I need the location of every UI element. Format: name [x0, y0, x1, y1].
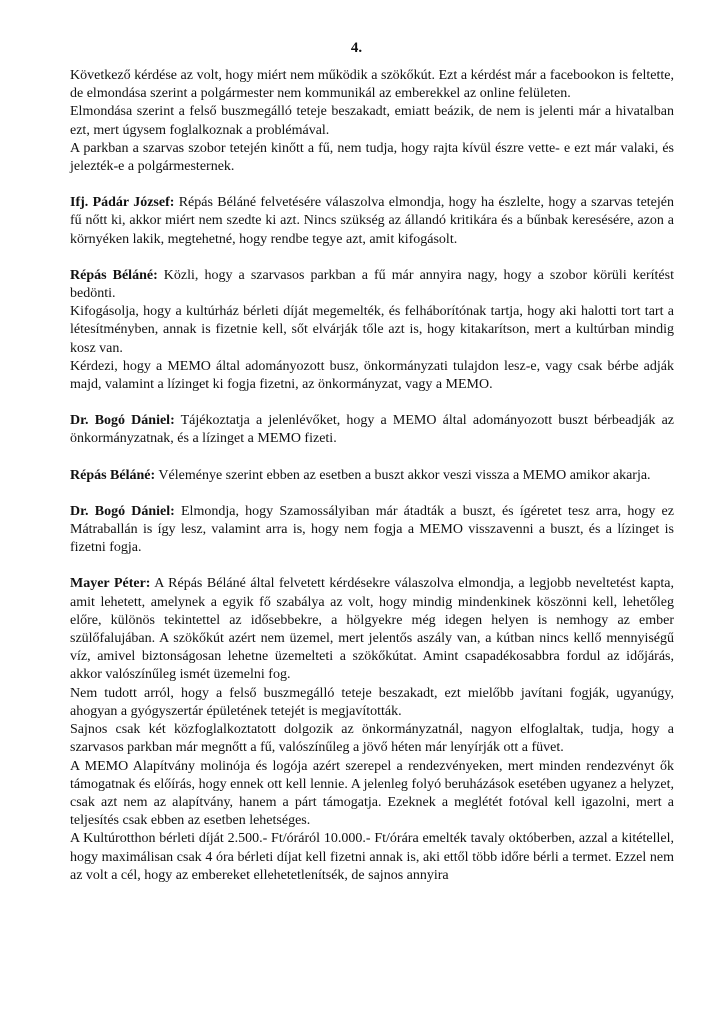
- document-body: [70, 67, 674, 885]
- paragraph-text: A parkban a szarvas szobor tetején kinőtt a fű, nem tudja, hogy rajta kívül észre vette- e ezt már valaki, és jelezték-e a polgármesternek.: [70, 140, 674, 175]
- paragraph-text: A Kultúrotthon bérleti díját 2.500.- Ft/óráról 10.000.- Ft/órára emelték tavaly októberben, azzal a kitétellel, hogy maximálisan csak 4 óra bérleti díjat kell fizetni annak is, aki ettől több időre bérli a termet. Ezzel nem az volt a cél, hogy az embereket ellehetetlenítsék, de sajnos annyira: [70, 831, 674, 883]
- paragraph: [70, 267, 674, 303]
- paragraph: [70, 67, 674, 103]
- page-number: 4.: [350, 40, 363, 56]
- speaker-name: Répás Béláné:: [70, 267, 158, 283]
- paragraph: [70, 830, 674, 885]
- paragraph-text: Elmondja, hogy Szamossályiban már átadták a buszt, és ígéretet tesz arra, hogy ez Mátraballán is így lesz, valamint arra is, hogy nem fogja a MEMO visszavenni a buszt, és a lízinget is fizetni fogja.: [70, 503, 674, 556]
- paragraph: [70, 303, 674, 358]
- paragraph-text: Elmondása szerint a felső buszmegálló teteje beszakadt, emiatt beázik, de nem is jelenti már a hivatalban ezt, mert úgysem foglalkoznak a problémával.: [70, 104, 674, 138]
- paragraph: [70, 103, 674, 139]
- paragraph-text: Tájékoztatja a jelenlévőket, hogy a MEMO által adományozott buszt bérbeadják az önkormányzatnak, és a lízinget a MEMO fizeti.: [70, 413, 674, 447]
- paragraph: [70, 467, 674, 485]
- paragraph-text: Közli, hogy a szarvasos parkban a fű már annyira nagy, hogy a szobor körüli kerítést bedönti.: [70, 267, 674, 302]
- paragraph-text: Kifogásolja, hogy a kultúrház bérleti díját megemelték, és felháborítónak tartja, hogy aki halotti tort tart a létesítményben, annak is fizetnie kell, sőt elvárják tőle azt is, hogy kitakarítson, mert a kultúrban mindig kosz van.: [70, 304, 674, 356]
- paragraph-text: Következő kérdése az volt, hogy miért nem működik a szökőkút. Ezt a kérdést már a facebookon is feltette, de elmondása szerint a polgármester nem kommunikál az emberekkel az online felületen.: [70, 68, 674, 102]
- paragraph: [70, 503, 674, 558]
- speaker-name: Dr. Bogó Dániel:: [70, 503, 175, 519]
- paragraph: [70, 140, 674, 176]
- speaker-name: Dr. Bogó Dániel:: [70, 413, 175, 429]
- paragraph-text: Répás Béláné felvetésére válaszolva elmondja, hogy ha észlelte, hogy a szarvas tetején fű nőtt ki, akkor miért nem szedte ki azt. Nincs szükség az állandó kritikára és a bűnbak keresésére, azon a környéken lakik, megtehetné, hogy rendbe tegye azt, amit kifogásolt.: [70, 195, 674, 247]
- paragraph: [70, 721, 674, 757]
- paragraph-text: Kérdezi, hogy a MEMO által adományozott busz, önkormányzati tulajdon lesz-e, vagy csak bérbe adják majd, valamint a lízinget ki fogja fizetni, az önkormányzat, vagy a MEMO.: [70, 358, 674, 393]
- paragraph: [70, 575, 674, 684]
- speaker-name: Mayer Péter:: [70, 576, 151, 592]
- paragraph-text: A MEMO Alapítvány molinója és logója azért szerepel a rendezvényeken, mert minden rendezvényt ők támogatnak és előírás, hogy ennek ott kell lennie. A jelenleg folyó beruházások esetében ugyanez a helyzet, csak azt nem az alapítvány, hanem a párt támogatja. Ezeknek a meglétét fotóval kell igazolni, mert a teljesítés csak ebben az esetben lehetséges.: [70, 758, 674, 829]
- speaker-name: Répás Béláné:: [70, 467, 156, 483]
- paragraph-text: Nem tudott arról, hogy a felső buszmegálló teteje beszakadt, ezt mielőbb javítani fogják, ugyanúgy, ahogyan a gyógyszertár épületének tetejét is megjavították.: [70, 685, 674, 719]
- speaker-name: Ifj. Pádár József:: [70, 195, 175, 211]
- paragraph: [70, 358, 674, 394]
- paragraph-text: Véleménye szerint ebben az esetben a buszt akkor veszi vissza a MEMO amikor akarja.: [155, 467, 651, 483]
- paragraph: [70, 194, 674, 249]
- paragraph: [70, 758, 674, 831]
- paragraph: [70, 685, 674, 721]
- paragraph-text: Sajnos csak két közfoglalkoztatott dolgozik az önkormányzatnál, nagyon elfoglaltak, tudja, hogy a szarvasos parkban már megnőtt a fű, valószínűleg a jövő héten már lenyírják ott a füvet.: [70, 722, 674, 756]
- paragraph-text: A Répás Béláné által felvetett kérdésekre válaszolva elmondja, a legjobb neveltetést kapta, amit lehetett, amelynek a egyik fő szabálya az volt, hogy mindig mindenkinek köszönni kell, lehetőleg előre, különös tekintettel az idősebbekre, a hölgyekre még idegen helyen is nemhogy az ember szülőfalujában. A szökőkút azért nem üzemel, mert jelentős aszály van, a kútban nincs kellő mennyiségű víz, amivel biztonságosan lehetne üzemelteti a szökőkútat. Amint csapadékosabbra fordul az időjárás, akkor valószínűleg ismét üzemelni fog.: [70, 576, 674, 683]
- paragraph: [70, 412, 674, 448]
